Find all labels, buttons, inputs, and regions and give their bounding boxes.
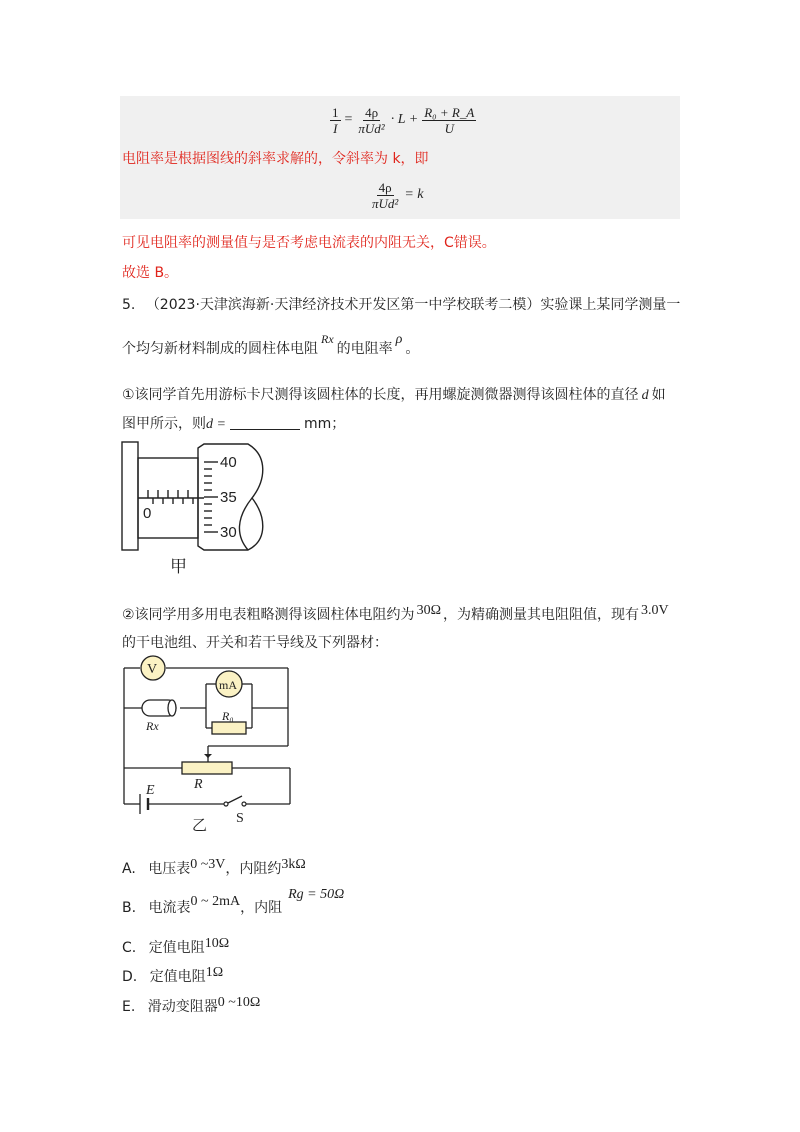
switch-label: S bbox=[236, 811, 244, 826]
question-number: 5. bbox=[122, 297, 136, 313]
thimble-label-40: 40 bbox=[220, 454, 237, 471]
conclusion-text: 可见电阻率的测量值与是否考虑电流表的内阻无关，C错误。 bbox=[122, 235, 496, 251]
eq1-equals: = bbox=[344, 112, 353, 127]
d-symbol: d bbox=[641, 388, 649, 403]
micrometer-figure bbox=[118, 440, 278, 580]
circuit-figure bbox=[118, 654, 298, 834]
part1-line-1: ①该同学首先用游标卡尺测得该圆柱体的长度，再用螺旋测微器测得该圆柱体的直径 d 如 bbox=[122, 387, 666, 403]
rheostat-label: R bbox=[194, 777, 203, 792]
equation-2 bbox=[370, 176, 423, 214]
thimble-label-30: 30 bbox=[220, 524, 237, 541]
part2-line-2: 的干电池组、开关和若干导线及下列器材： bbox=[122, 635, 388, 651]
r0-label: R₀ bbox=[222, 709, 234, 723]
thimble-label-35: 35 bbox=[220, 489, 237, 506]
sleeve-zero-label: 0 bbox=[143, 505, 152, 522]
question-source-line bbox=[122, 294, 680, 314]
eq1-lhs: $\frac{1}{I}$ bbox=[332, 104, 339, 136]
eq1-mul: · L + bbox=[390, 112, 419, 127]
slope-text: 电阻率是根据图线的斜率求解的，令斜率为 k，即 bbox=[122, 151, 429, 167]
r30-value: 30Ω bbox=[416, 603, 441, 618]
rx-label: Rx bbox=[146, 719, 159, 733]
eq2-rhs: = k bbox=[404, 187, 424, 202]
rho-symbol: ρ bbox=[395, 332, 403, 347]
v3-value: 3.0V bbox=[640, 603, 669, 618]
eq2-fraction: $\frac{4\rho}{\text{πUd²}}$ bbox=[372, 179, 399, 211]
voltmeter-label: V bbox=[147, 662, 158, 677]
ammeter-label: mA bbox=[219, 678, 237, 692]
question-line-2: 个均匀新材料制成的圆柱体电阻Rx的电阻率ρ。 bbox=[122, 332, 420, 357]
eq1-term1: $\frac{4\rho}{\text{πUd²}}$ bbox=[358, 104, 385, 136]
answer-text: 故选 B。 bbox=[122, 265, 179, 281]
eq1-term2: $\frac{\text{R₀ + R\_A}}{U}$ bbox=[424, 104, 475, 136]
option-b[interactable]: B. 电流表0 ~ 2mA，内阻Rg = 50Ω bbox=[122, 887, 345, 916]
figure-yi-caption: 乙 bbox=[192, 816, 208, 834]
part2-line-1: ②该同学用多用电表粗略测得该圆柱体电阻约为 30Ω ，为精确测量其电阻阻值，现有 3.0V bbox=[122, 603, 669, 623]
rx-symbol: Rx bbox=[321, 332, 334, 346]
option-a[interactable]: A. 电压表0 ~3V，内阻约3kΩ bbox=[122, 857, 306, 877]
option-e[interactable]: E. 滑动变阻器0 ~10Ω bbox=[122, 995, 261, 1015]
question-source: （2023·天津滨海新·天津经济技术开发区第一中学校联考二模）实验课上某同学测量一 bbox=[145, 297, 681, 313]
figure-jia-caption: 甲 bbox=[170, 557, 187, 577]
equation-1 bbox=[330, 100, 476, 140]
option-d[interactable]: D. 定值电阻1Ω bbox=[122, 965, 224, 985]
answer-blank[interactable] bbox=[230, 429, 300, 430]
part1-line-2: 图甲所示，则d = mm； bbox=[122, 416, 346, 432]
battery-label: E bbox=[146, 783, 155, 798]
option-c[interactable]: C. 定值电阻10Ω bbox=[122, 936, 230, 956]
